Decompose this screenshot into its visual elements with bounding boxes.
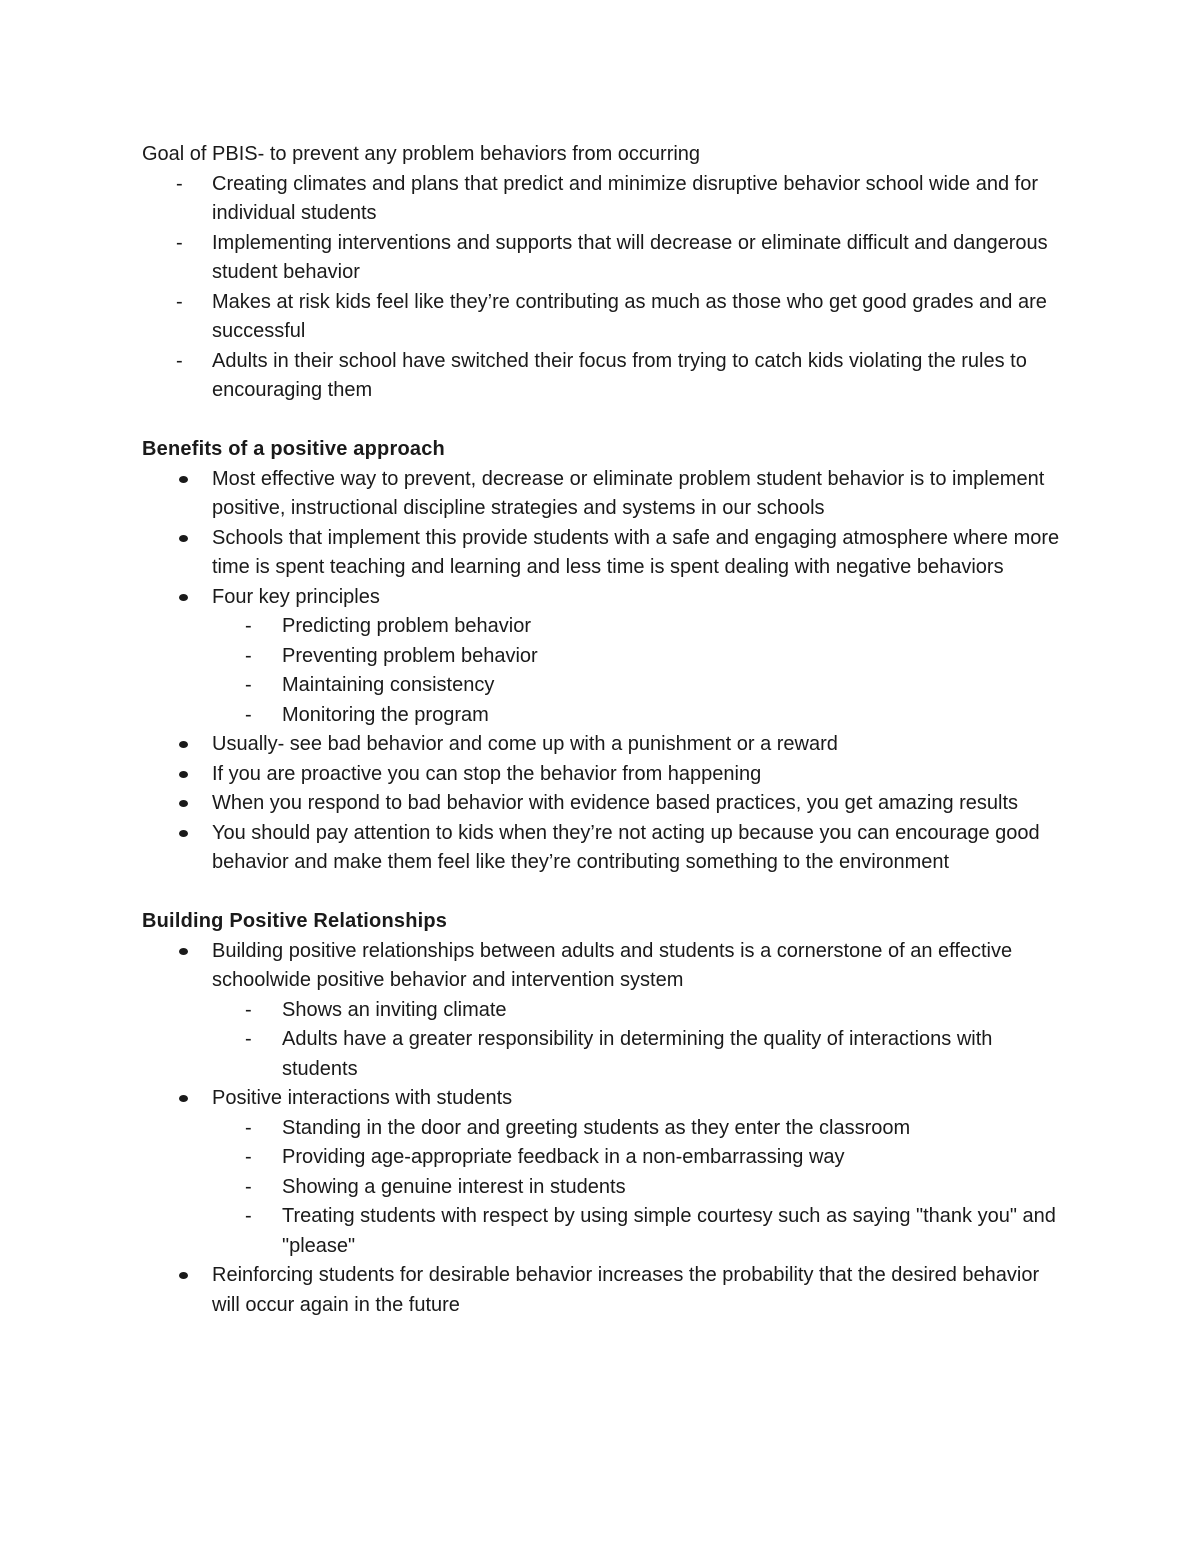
list-item: Usually- see bad behavior and come up with a punishment or a reward (142, 730, 1067, 760)
bullet-icon (179, 800, 188, 807)
dash-marker: - (176, 290, 183, 313)
benefits-heading: Benefits of a positive approach (142, 438, 445, 460)
dash-marker: - (176, 172, 183, 195)
bullet-icon (179, 741, 188, 748)
bullet-icon (179, 771, 188, 778)
document-page (142, 140, 1067, 1320)
goal-list (142, 170, 1067, 406)
relationships-list (142, 937, 1067, 1321)
dash-marker: - (245, 1116, 252, 1139)
list-item: Positive interactions with students - Standing in the door and greeting students as they enter the classroom - Providing age-appropriate feedback in a non-embarrassing way - Showing a genuine interest in students - Treating students with respect by using simple courtesy such as saying "thank you" and "please" (142, 1084, 1067, 1261)
list-item: - Treating students with respect by using simple courtesy such as saying "thank you" and "please" (212, 1202, 1067, 1261)
dash-marker: - (245, 1175, 252, 1198)
list-item: - Shows an inviting climate (212, 996, 1067, 1026)
dash-marker: - (245, 998, 252, 1021)
list-item: - Predicting problem behavior (212, 612, 1067, 642)
list-item: - Adults in their school have switched their focus from trying to catch kids violating the rules to encouraging them (142, 347, 1067, 406)
list-item: Schools that implement this provide students with a safe and engaging atmosphere where more time is spent teaching and learning and less time is spent dealing with negative behaviors (142, 524, 1067, 583)
list-item: - Providing age-appropriate feedback in a non-embarrassing way (212, 1143, 1067, 1173)
bullet-icon (179, 476, 188, 483)
dash-marker: - (245, 615, 252, 637)
relationships-heading: Building Positive Relationships (142, 910, 448, 932)
dash-marker: - (245, 703, 252, 726)
bullet-icon (179, 1272, 188, 1279)
bullet-icon (179, 594, 188, 601)
dash-marker: - (245, 1146, 252, 1168)
list-item: - Showing a genuine interest in students (212, 1173, 1067, 1203)
dash-marker: - (245, 674, 252, 696)
list-item: Reinforcing students for desirable behavior increases the probability that the desired behavior will occur again in the future (142, 1261, 1067, 1320)
list-item: Most effective way to prevent, decrease or eliminate problem student behavior is to implement positive, instructional discipline strategies and systems in our schools (142, 465, 1067, 524)
list-item: You should pay attention to kids when they’re not acting up because you can encourage good behavior and make them feel like they’re contributing something to the environment (142, 819, 1067, 878)
bullet-icon (179, 948, 188, 955)
bullet-icon (179, 535, 188, 542)
benefits-list (142, 465, 1067, 878)
list-item: - Adults have a greater responsibility in determining the quality of interactions with students (212, 1025, 1067, 1084)
dash-marker: - (176, 231, 183, 254)
list-item: - Implementing interventions and supports that will decrease or eliminate difficult and dangerous student behavior (142, 229, 1067, 288)
list-item: - Maintaining consistency (212, 671, 1067, 701)
list-item: When you respond to bad behavior with evidence based practices, you get amazing results (142, 789, 1067, 819)
dash-marker: - (176, 349, 183, 372)
dash-marker: - (245, 1028, 252, 1050)
list-item: - Makes at risk kids feel like they’re contributing as much as those who get good grades and are successful (142, 288, 1067, 347)
list-item: If you are proactive you can stop the behavior from happening (142, 760, 1067, 790)
dash-marker: - (245, 1205, 252, 1227)
bullet-icon (179, 1095, 188, 1102)
goal-statement: Goal of PBIS- to prevent any problem behaviors from occurring (142, 143, 701, 165)
bullet-icon (179, 830, 188, 837)
dash-marker: - (245, 644, 252, 667)
cornerstone-sublist (212, 996, 1067, 1085)
list-item: - Creating climates and plans that predict and minimize disruptive behavior school wide and for individual students (142, 170, 1067, 229)
interactions-sublist (212, 1114, 1067, 1262)
list-item: - Standing in the door and greeting students as they enter the classroom (212, 1114, 1067, 1144)
list-item: Four key principles - Predicting problem behavior - Preventing problem behavior - Maintaining consistency - Monitoring the program (142, 583, 1067, 731)
list-item: - Preventing problem behavior (212, 642, 1067, 672)
list-item: - Monitoring the program (212, 701, 1067, 731)
principles-list (212, 612, 1067, 730)
list-item: Building positive relationships between adults and students is a cornerstone of an effective schoolwide positive behavior and intervention system - Shows an inviting climate - Adults have a greater responsibility in determining the quality of interactions with students (142, 937, 1067, 1085)
